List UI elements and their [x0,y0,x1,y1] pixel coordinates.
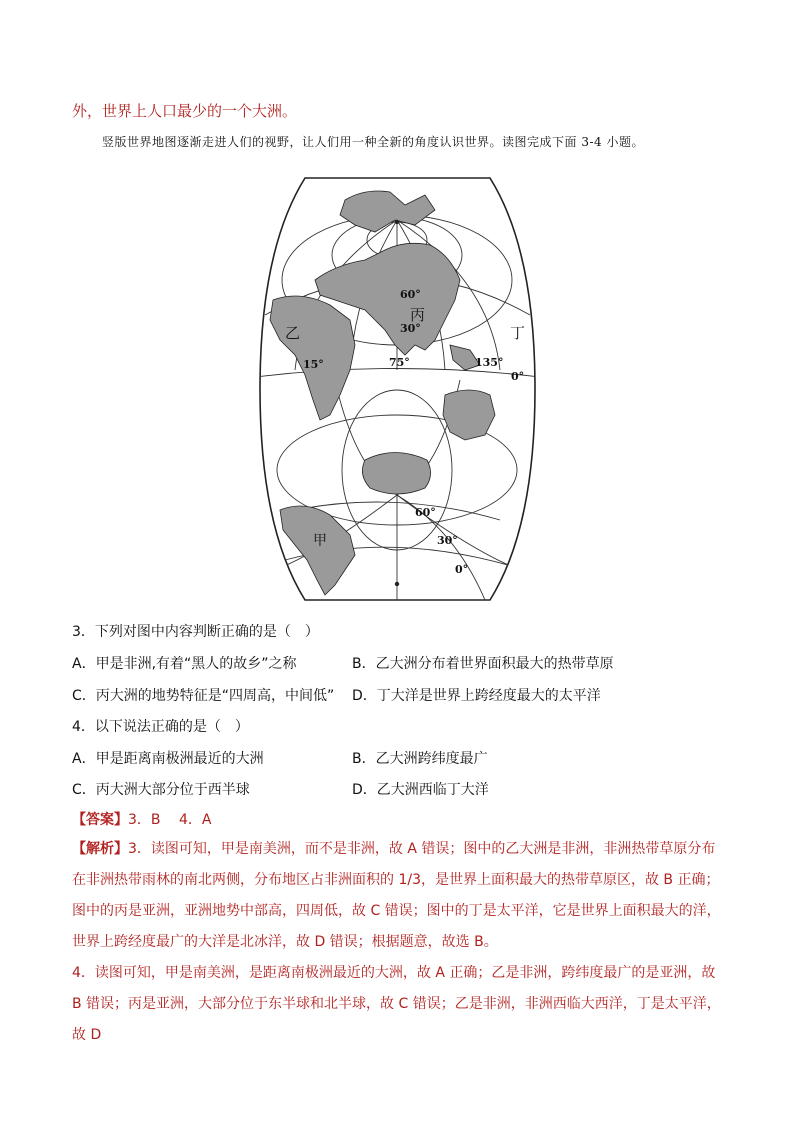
intro-text: 竖版世界地图逐渐走进人们的视野，让人们用一种全新的角度认识世界。读图完成下面 3-4 小题。 [102,135,644,149]
question-3-option-a: A．甲是非洲,有着“黑人的故乡”之称 [72,656,297,672]
vertical-world-map [255,170,540,608]
analysis-paragraph-1 [72,834,722,958]
label-bing: 丙 [410,306,426,324]
question-3-option-b: B．乙大洲分布着世界面积最大的热带草原 [352,656,614,672]
question-4-option-a: A．甲是距离南极洲最近的大洲 [72,751,264,767]
analysis-text-2: 4．读图可知，甲是南美洲，是距离南极洲最近的大洲，故 A 正确；乙是非洲，跨纬度最广的是亚洲，故 B 错误；丙是亚洲，大部分位于东半球和北半球，故 C 错误；乙是非洲，非洲西临大西洋，丁是太平洋，故 D [72,965,721,1043]
question-4-option-d: D．乙大洲西临丁大洋 [352,782,489,798]
question-4-option-b: B．乙大洲跨纬度最广 [352,751,488,767]
question-3-stem: 3．下列对图中内容判断正确的是（ ） [72,624,319,640]
analysis-tag: 【解析】 [72,841,128,857]
label-lat60-north: 60° [400,288,421,301]
label-jia: 甲 [313,533,327,549]
antarctica-land [362,453,430,495]
question-4-option-c: C．丙大洲大部分位于西半球 [72,782,250,798]
label-lat0-south: 0° [455,563,469,576]
label-equator: 0° [511,370,525,383]
answer-text: 3．B 4．A [128,812,212,828]
answer-tag: 【答案】 [72,812,128,828]
label-lat30-north: 30° [400,322,421,335]
label-lon15: 15° [303,358,324,371]
question-4-stem: 4．以下说法正确的是（ ） [72,719,249,735]
label-lat30-south: 30° [437,534,458,547]
label-lon75: 75° [389,356,410,369]
question-3-option-d: D．丁大洋是世界上跨经度最大的太平洋 [352,688,601,704]
label-ding: 丁 [510,324,526,342]
analysis-text-1: 3．读图可知，甲是南美洲，而不是非洲，故 A 错误；图中的乙大洲是非洲，非洲热带草原分布在非洲热带雨林的南北两侧，分布地区占非洲面积的 1/3，是世界上面积最大的热带草原区，故 B 正确；图中的丙是亚洲，亚洲地势中部高，四周低，故 C 错误；图中的丁是太平洋，它是世界上面积最大的洋，世界上跨经度最广的大洋是北冰洋，故 D 错误；根据题意，故选 B。 [72,841,721,950]
analysis-paragraph-2 [72,958,722,1051]
label-lat60-south: 60° [415,506,436,519]
answer-line [72,809,211,829]
question-3-option-c: C．丙大洲的地势特征是“四周高，中间低” [72,688,335,704]
label-lon135: 135° [475,356,504,369]
label-yi: 乙 [285,324,301,342]
intro-continuation: 外，世界上人口最少的一个大洲。 [72,102,298,120]
